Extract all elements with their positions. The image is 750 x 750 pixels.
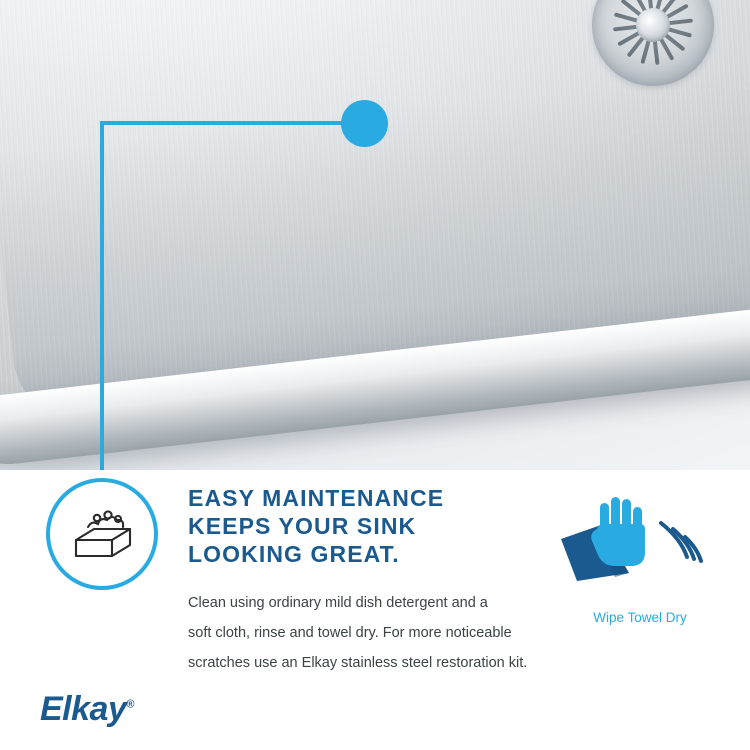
hand-with-towel-icon: [555, 495, 715, 605]
wipe-towel-dry-caption: Wipe Towel Dry: [593, 610, 687, 625]
headline: [188, 484, 518, 568]
elkay-logo-text: Elkay: [40, 690, 127, 728]
drain-strainer-icon: [585, 0, 720, 93]
headline-line-3: LOOKING GREAT.: [188, 541, 400, 567]
callout-line-horizontal: [100, 121, 345, 125]
headline-line-2: KEEPS YOUR SINK: [188, 513, 417, 539]
body-copy: [188, 588, 563, 678]
registered-mark: ®: [126, 698, 135, 711]
sponge-badge: [46, 478, 158, 590]
body-line-1: Clean using ordinary mild dish detergent and a: [188, 595, 488, 611]
elkay-logo: [40, 690, 134, 729]
callout-dot: [341, 100, 388, 147]
headline-line-1: EASY MAINTENANCE: [188, 485, 445, 511]
callout-line-vertical: [100, 121, 104, 470]
sponge-icon: [50, 482, 154, 586]
feature-content: [0, 470, 750, 750]
body-line-3: scratches use an Elkay stainless steel restoration kit.: [188, 655, 528, 671]
wipe-towel-dry-graphic: [555, 495, 715, 605]
body-line-2: soft cloth, rinse and towel dry. For more noticeable: [188, 625, 512, 641]
